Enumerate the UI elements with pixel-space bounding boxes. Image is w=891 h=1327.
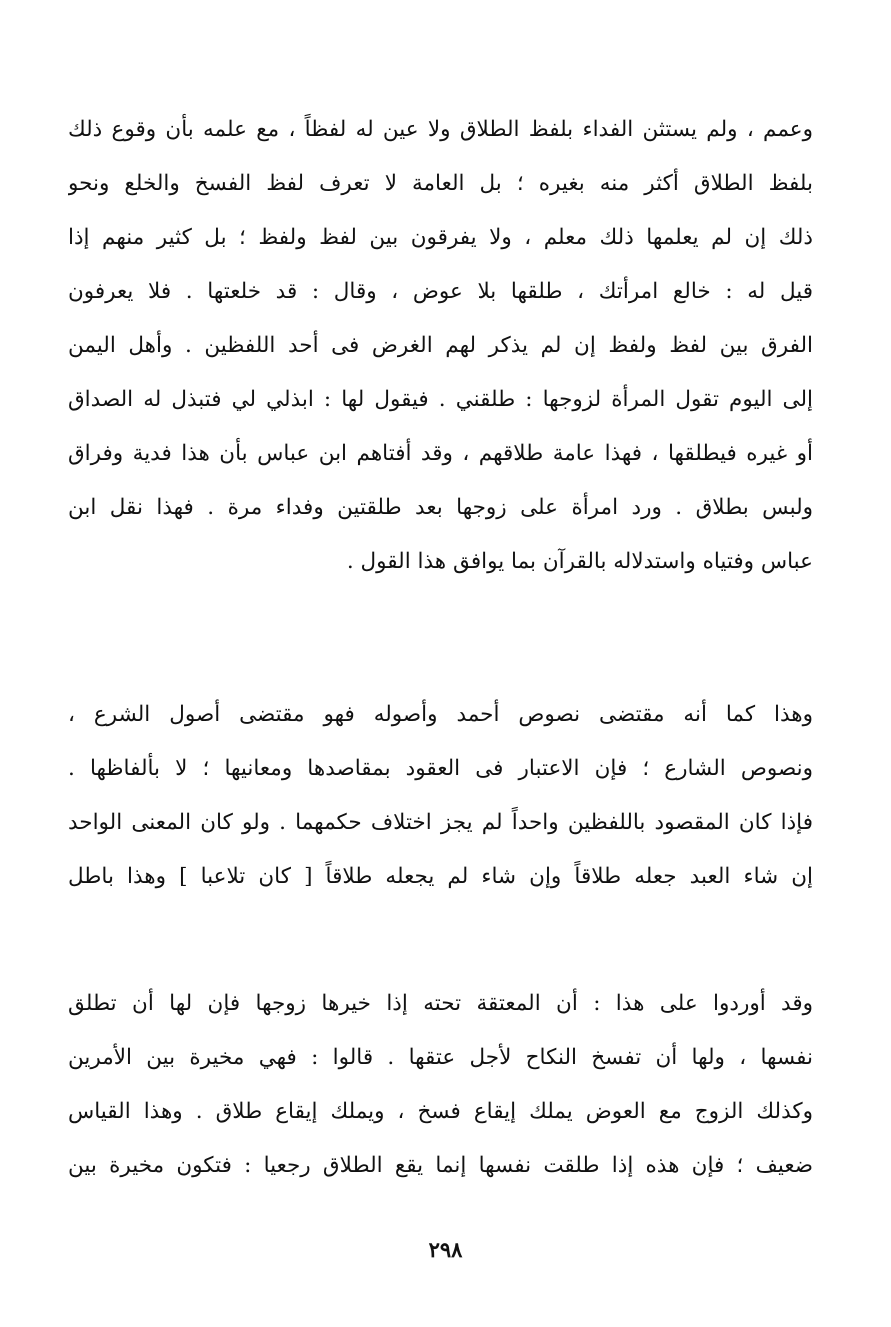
text-line: بلفظ الطلاق أكثر منه بغيره ؛ بل العامة لا تعرف لفظ الفسخ والخلع ونحو: [68, 171, 813, 196]
text-line: عباس وفتياه واستدلاله بالقرآن بما يوافق هذا القول .: [346, 549, 813, 574]
text-line: ونصوص الشارع ؛ فإن الاعتبار فى العقود بمقاصدها ومعانيها ؛ لا بألفاظها .: [68, 756, 813, 781]
text-line: إلى اليوم تقول المرأة لزوجها : طلقني . فيقول لها : ابذلي لي فتبذل له الصداق: [68, 387, 813, 412]
text-line: إن شاء العبد جعله طلاقاً وإن شاء لم يجعله طلاقاً [ كان تلاعبا ] وهذا باطل: [68, 864, 813, 889]
text-line: أو غيره فيطلقها ، فهذا عامة طلاقهم ، وقد أفتاهم ابن عباس بأن هذا فدية وفراق: [68, 441, 813, 466]
text-line: نفسها ، ولها أن تفسخ النكاح لأجل عتقها . قالوا : فهي مخيرة بين الأمرين: [68, 1045, 813, 1070]
paragraph-2: [68, 688, 813, 904]
paragraph-3: [68, 977, 813, 1193]
text-line: قيل له : خالع امرأتك ، طلقها بلا عوض ، وقال : قد خلعتها . فلا يعرفون: [68, 279, 813, 304]
text-line: فإذا كان المقصود باللفظين واحداً لم يجز اختلاف حكمهما . ولو كان المعنى الواحد: [68, 810, 813, 835]
paragraph-1: [68, 103, 813, 589]
text-line: وكذلك الزوج مع العوض يملك إيقاع فسخ ، ويملك إيقاع طلاق . وهذا القياس: [68, 1099, 813, 1124]
text-line: وعمم ، ولم يستثن الفداء بلفظ الطلاق ولا عين له لفظاً ، مع علمه بأن وقوع ذلك: [68, 117, 813, 142]
text-line: الفرق بين لفظ ولفظ إن لم يذكر لهم الغرض فى أحد اللفظين . وأهل اليمن: [68, 333, 813, 358]
text-line: ولبس بطلاق . ورد امرأة على زوجها بعد طلقتين وفداء مرة . فهذا نقل ابن: [68, 495, 813, 520]
text-line: وقد أوردوا على هذا : أن المعتقة تحته إذا خيرها زوجها فإن لها أن تطلق: [68, 991, 813, 1016]
page-number: ٢٩٨: [428, 1237, 463, 1262]
text-line: ذلك إن لم يعلمها ذلك معلم ، ولا يفرقون بين لفظ ولفظ ؛ بل كثير منهم إذا: [68, 225, 813, 250]
text-line: وهذا كما أنه مقتضى نصوص أحمد وأصوله فهو مقتضى أصول الشرع ،: [68, 702, 813, 727]
text-line: ضعيف ؛ فإن هذه إذا طلقت نفسها إنما يقع الطلاق رجعيا : فتكون مخيرة بين: [68, 1153, 813, 1178]
